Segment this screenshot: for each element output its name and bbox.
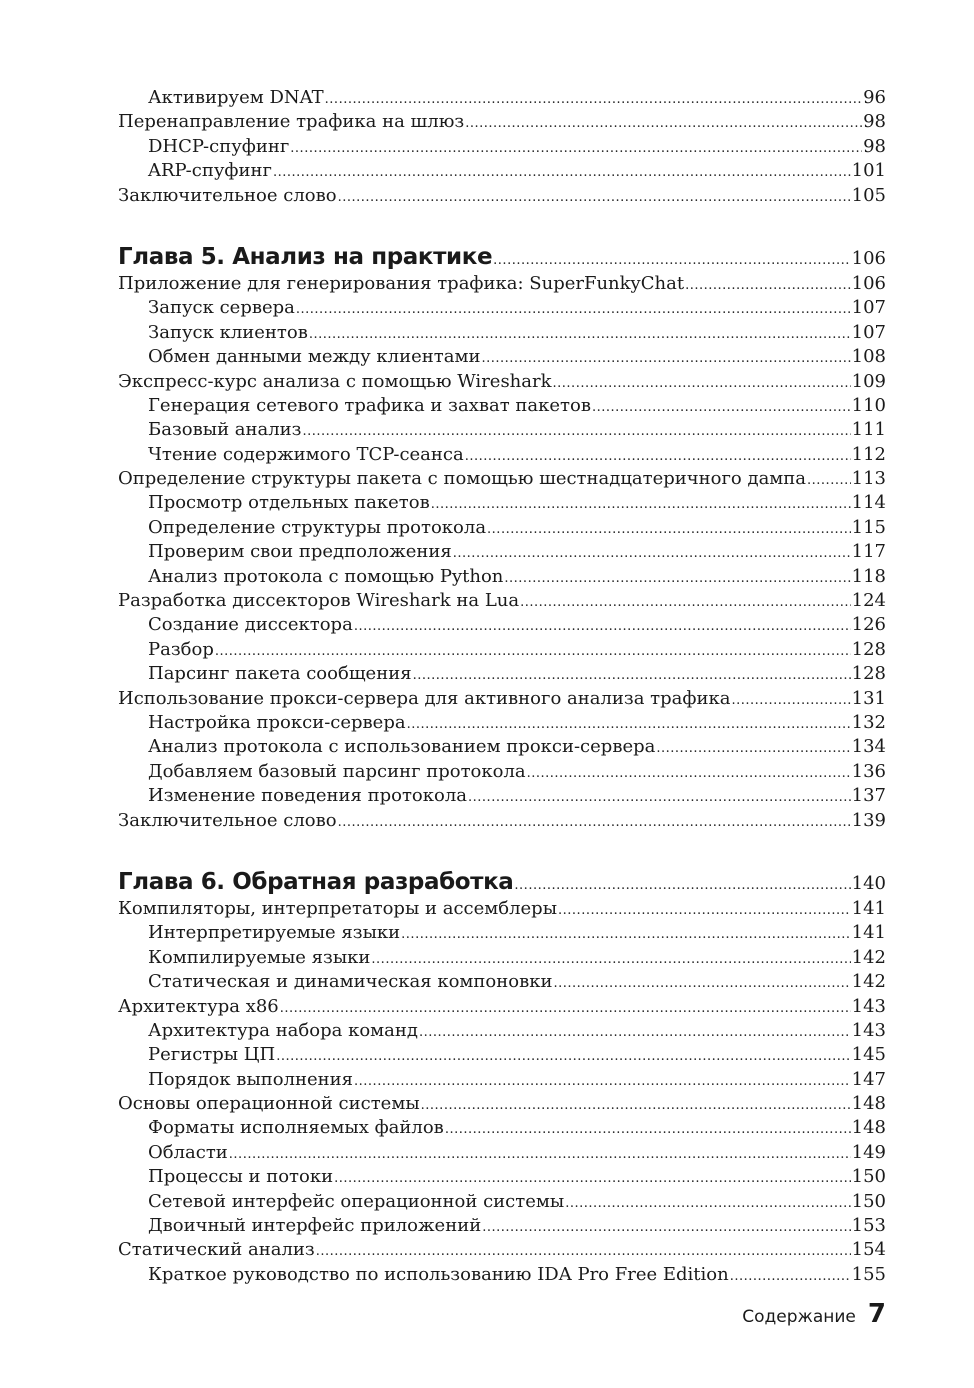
toc-entry-page: 118 — [851, 565, 886, 587]
toc-entry[interactable] — [118, 1141, 886, 1165]
toc-entry-title: Основы операционной системы — [118, 1093, 420, 1115]
toc-entry[interactable] — [118, 516, 886, 540]
dot-leader — [413, 664, 851, 688]
toc-entry-page: 126 — [851, 614, 886, 636]
page-footer — [742, 1299, 886, 1329]
toc-entry[interactable] — [118, 159, 886, 183]
toc-entry[interactable] — [118, 467, 886, 491]
toc-entry[interactable] — [118, 345, 886, 369]
dot-leader — [482, 1216, 850, 1240]
toc-entry[interactable] — [118, 784, 886, 808]
toc-entry-title: Заключительное слово — [118, 809, 337, 831]
toc-entry-page: 114 — [851, 492, 886, 514]
toc-entry-page: 106 — [851, 272, 886, 294]
toc-entry-title: Краткое руководство по использованию IDA Pro Free Edition — [148, 1263, 729, 1285]
toc-entry-title: Создание диссектора — [148, 614, 353, 636]
toc-entry[interactable] — [118, 394, 886, 418]
chapter-page: 140 — [851, 872, 886, 894]
toc-entry-page: 147 — [851, 1068, 886, 1090]
dot-leader — [731, 689, 850, 713]
toc-entry[interactable] — [118, 1214, 886, 1238]
toc-entry-page: 107 — [851, 297, 886, 319]
toc-entry-page: 150 — [851, 1166, 886, 1188]
toc-entry-title: Настройка прокси-сервера — [148, 711, 406, 733]
toc-entry-page: 142 — [851, 971, 886, 993]
toc-entry-page: 128 — [851, 638, 886, 660]
dot-leader — [465, 112, 862, 136]
toc-entry-page: 141 — [851, 922, 886, 944]
toc-entry-title: Перенаправление трафика на шлюз — [118, 111, 465, 133]
dot-leader — [276, 1045, 850, 1069]
toc-entry[interactable] — [118, 687, 886, 711]
toc-entry-page: 155 — [851, 1263, 886, 1285]
dot-leader — [656, 737, 850, 761]
toc-entry[interactable] — [118, 1068, 886, 1092]
toc-entry-page: 141 — [851, 897, 886, 919]
toc-entry-page: 110 — [851, 394, 886, 416]
dot-leader — [465, 445, 851, 469]
dot-leader — [481, 347, 850, 371]
toc-entry[interactable] — [118, 613, 886, 637]
toc-entry-page: 131 — [851, 687, 886, 709]
toc-entry[interactable] — [118, 638, 886, 662]
dot-leader — [371, 948, 850, 972]
toc-entry-page: 143 — [851, 1019, 886, 1041]
dot-leader — [325, 88, 862, 112]
toc-entry-title: Заключительное слово — [118, 184, 337, 206]
toc-entry-title: Использование прокси-сервера для активного анализа трафика — [118, 687, 731, 709]
toc-entry[interactable] — [118, 662, 886, 686]
toc-entry[interactable] — [118, 711, 886, 735]
toc-entry-page: 150 — [851, 1190, 886, 1212]
dot-leader — [807, 469, 851, 493]
toc-entry-title: Чтение содержимого TCP-сеанса — [148, 443, 464, 465]
toc-entry-title: Интерпретируемые языки — [148, 922, 401, 944]
toc-entry-page: 128 — [851, 663, 886, 685]
dot-leader — [401, 923, 850, 947]
toc-entry-page: 148 — [851, 1093, 886, 1115]
toc-entry-page: 134 — [851, 736, 886, 758]
toc-entry-title: Обмен данными между клиентами — [148, 346, 481, 368]
dot-leader — [504, 567, 850, 591]
chapter-5-entries — [118, 272, 886, 833]
toc-entry-title: Анализ протокола с использованием прокси-сервера — [148, 736, 656, 758]
dot-leader — [453, 542, 851, 566]
toc-entry-title: Сетевой интерфейс операционной системы — [148, 1190, 565, 1212]
toc-entry-page: 107 — [851, 321, 886, 343]
dot-leader — [592, 396, 851, 420]
toc-entry[interactable] — [118, 370, 886, 394]
toc-entry-title: Изменение поведения протокола — [148, 785, 468, 807]
toc-entry[interactable] — [118, 1019, 886, 1043]
toc-entry-title: Генерация сетевого трафика и захват пакетов — [148, 394, 591, 416]
toc-entry[interactable] — [118, 1238, 886, 1262]
toc-entry-page: 98 — [863, 111, 886, 133]
toc-entry-title: Форматы исполняемых файлов — [148, 1117, 444, 1139]
chapter-title: Глава 5. Анализ на практике — [118, 243, 493, 270]
toc-entry-page: 98 — [863, 135, 886, 157]
toc-entry-title: Области — [148, 1141, 228, 1163]
toc-entry-page: 117 — [851, 541, 886, 563]
toc-entry[interactable] — [118, 418, 886, 442]
toc-entry[interactable] — [118, 491, 886, 515]
toc-entry-title: Проверим свои предположения — [148, 541, 452, 563]
toc-entry-page: 154 — [851, 1239, 886, 1261]
toc-top-section — [118, 86, 886, 208]
toc-entry-title: Запуск клиентов — [148, 321, 308, 343]
toc-entry[interactable] — [118, 110, 886, 134]
toc-entry[interactable] — [118, 735, 886, 759]
dot-leader — [558, 899, 851, 923]
toc-entry-title: Запуск сервера — [148, 297, 295, 319]
toc-entry-page: 137 — [851, 785, 886, 807]
toc-entry[interactable] — [118, 1263, 886, 1287]
page-number: 7 — [867, 1299, 886, 1329]
toc-entry-page: 124 — [851, 590, 886, 612]
toc-entry-title: Двоичный интерфейс приложений — [148, 1215, 482, 1237]
dot-leader — [334, 1167, 851, 1191]
dot-leader — [730, 1265, 851, 1289]
toc-entry-page: 153 — [851, 1215, 886, 1237]
toc-entry-title: Регистры ЦП — [148, 1044, 276, 1066]
toc-entry-page: 111 — [851, 419, 886, 441]
toc-entry-title: Архитектура набора команд — [148, 1019, 418, 1041]
toc-entry-title: Определение структуры пакета с помощью шестнадцатеричного дампа — [118, 468, 807, 490]
toc-entry-title: Архитектура x86 — [118, 995, 279, 1017]
dot-leader — [514, 871, 850, 901]
dot-leader — [407, 713, 851, 737]
dot-leader — [229, 1143, 851, 1167]
toc-entry-page: 109 — [851, 370, 886, 392]
toc-entry-title: Анализ протокола с помощью Python — [148, 565, 504, 587]
toc-entry-title: DHCP-спуфинг — [148, 135, 290, 157]
dot-leader — [553, 372, 851, 396]
toc-entry-page: 96 — [863, 87, 886, 108]
toc-entry-title: Активируем DNAT — [148, 87, 324, 108]
toc-entry-title: Процессы и потоки — [148, 1166, 334, 1188]
toc-entry-title: Компиляторы, интерпретаторы и ассемблеры — [118, 897, 558, 919]
dot-leader — [309, 323, 851, 347]
toc-entry[interactable] — [118, 321, 886, 345]
toc-entry-title: Статический анализ — [118, 1239, 315, 1261]
toc-entry[interactable] — [118, 184, 886, 208]
dot-leader — [303, 420, 851, 444]
toc-page — [118, 86, 886, 1287]
dot-leader — [280, 997, 851, 1021]
toc-entry-page: 105 — [851, 184, 886, 206]
toc-entry[interactable] — [118, 565, 886, 589]
toc-entry[interactable] — [118, 760, 886, 784]
dot-leader — [445, 1118, 851, 1142]
dot-leader — [468, 786, 851, 810]
dot-leader — [290, 137, 862, 161]
dot-leader — [354, 615, 851, 639]
toc-entry-title: ARP-спуфинг — [148, 160, 272, 182]
toc-entry-title: Порядок выполнения — [148, 1068, 354, 1090]
toc-entry[interactable] — [118, 589, 886, 613]
toc-entry-page: 112 — [851, 443, 886, 465]
dot-leader — [419, 1021, 851, 1045]
toc-entry-page: 113 — [851, 468, 886, 490]
toc-entry[interactable] — [118, 296, 886, 320]
dot-leader — [215, 640, 851, 664]
toc-entry[interactable] — [118, 540, 886, 564]
toc-entry-title: Разбор — [148, 638, 214, 660]
toc-entry-page: 145 — [851, 1044, 886, 1066]
dot-leader — [338, 811, 851, 835]
toc-entry-title: Базовый анализ — [148, 419, 302, 441]
toc-entry-page: 136 — [851, 760, 886, 782]
toc-entry[interactable] — [118, 1043, 886, 1067]
toc-entry[interactable] — [118, 1165, 886, 1189]
toc-entry-page: 143 — [851, 995, 886, 1017]
toc-entry[interactable] — [118, 86, 886, 110]
dot-leader — [421, 1094, 851, 1118]
toc-entry-title: Определение структуры протокола — [148, 516, 487, 538]
dot-leader — [553, 972, 850, 996]
running-footer-label: Содержание — [742, 1307, 856, 1327]
chapter-title: Глава 6. Обратная разработка — [118, 868, 514, 895]
dot-leader — [431, 493, 851, 517]
toc-entry[interactable] — [118, 1116, 886, 1140]
toc-entry-page: 132 — [851, 711, 886, 733]
toc-entry-page: 101 — [851, 160, 886, 182]
dot-leader — [296, 298, 851, 322]
toc-entry-page: 115 — [851, 516, 886, 538]
toc-entry[interactable] — [118, 809, 886, 833]
dot-leader — [487, 518, 851, 542]
toc-entry-page: 148 — [851, 1117, 886, 1139]
chapter-6-heading[interactable] — [118, 867, 886, 897]
toc-entry-title: Добавляем базовый парсинг протокола — [148, 760, 526, 782]
toc-entry[interactable] — [118, 970, 886, 994]
chapter-page: 106 — [851, 247, 886, 269]
toc-entry-page: 139 — [851, 809, 886, 831]
toc-entry-title: Парсинг пакета сообщения — [148, 663, 412, 685]
toc-entry[interactable] — [118, 946, 886, 970]
toc-entry-page: 108 — [851, 346, 886, 368]
toc-entry[interactable] — [118, 443, 886, 467]
toc-entry-title: Приложение для генерирования трафика: SuperFunkyChat — [118, 272, 685, 294]
toc-entry-page: 142 — [851, 946, 886, 968]
toc-entry[interactable] — [118, 272, 886, 296]
toc-entry-title: Разработка диссекторов Wireshark на Lua — [118, 590, 520, 612]
toc-entry-page: 149 — [851, 1141, 886, 1163]
dot-leader — [527, 762, 851, 786]
toc-entry-title: Компилируемые языки — [148, 946, 371, 968]
toc-entry-title: Экспресс-курс анализа с помощью Wireshark — [118, 370, 552, 392]
toc-entry[interactable] — [118, 995, 886, 1019]
chapter-5-heading[interactable] — [118, 242, 886, 272]
dot-leader — [273, 161, 851, 185]
toc-entry[interactable] — [118, 897, 886, 921]
toc-entry[interactable] — [118, 921, 886, 945]
dot-leader — [316, 1240, 851, 1264]
toc-entry[interactable] — [118, 1092, 886, 1116]
dot-leader — [354, 1070, 851, 1094]
toc-entry-title: Просмотр отдельных пакетов — [148, 492, 430, 514]
dot-leader — [565, 1192, 850, 1216]
toc-entry[interactable] — [118, 1190, 886, 1214]
chapter-6-entries — [118, 897, 886, 1287]
toc-entry[interactable] — [118, 135, 886, 159]
dot-leader — [685, 274, 851, 298]
toc-entry-title: Статическая и динамическая компоновки — [148, 971, 553, 993]
dot-leader — [520, 591, 851, 615]
dot-leader — [338, 186, 851, 210]
